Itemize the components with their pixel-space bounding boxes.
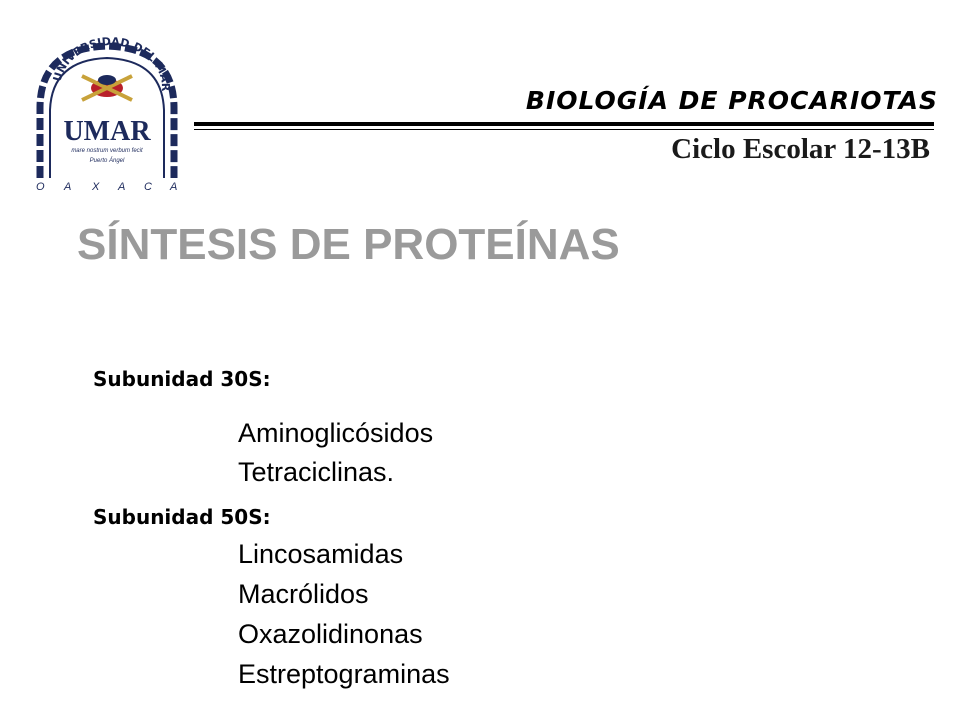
course-title: BIOLOGÍA DE PROCARIOTAS — [525, 86, 938, 115]
section-label-50s: Subunidad 50S: — [93, 505, 271, 529]
logo-letter: A — [64, 181, 72, 193]
header-divider-thin — [194, 129, 934, 130]
logo-letter: A — [170, 181, 178, 193]
list-item: Estreptograminas — [238, 659, 450, 689]
school-cycle: Ciclo Escolar 12-13B — [671, 133, 930, 165]
header-divider — [194, 122, 934, 126]
slide-title: SÍNTESIS DE PROTEÍNAS — [77, 220, 620, 269]
logo-letter: A — [118, 181, 126, 193]
logo-initials: UMAR — [63, 116, 151, 147]
list-item: Aminoglicósidos — [238, 418, 434, 448]
logo-arc-text: UNIVERSIDAD DEL MAR — [50, 35, 173, 92]
logo-letter: O — [36, 181, 45, 193]
university-logo — [22, 28, 192, 198]
university-seal-icon — [22, 28, 192, 198]
logo-motto: mare nostrum verbum fecit — [71, 148, 143, 154]
list-item: Oxazolidinonas — [238, 619, 423, 649]
list-item: Lincosamidas — [238, 539, 404, 569]
list-item: Macrólidos — [238, 579, 369, 609]
list-item: Tetraciclinas. — [238, 457, 395, 487]
section-label-30s: Subunidad 30S: — [93, 367, 271, 391]
logo-letter: C — [144, 181, 152, 193]
logo-letter: X — [92, 181, 100, 193]
logo-campus: Puerto Ángel — [89, 158, 125, 164]
